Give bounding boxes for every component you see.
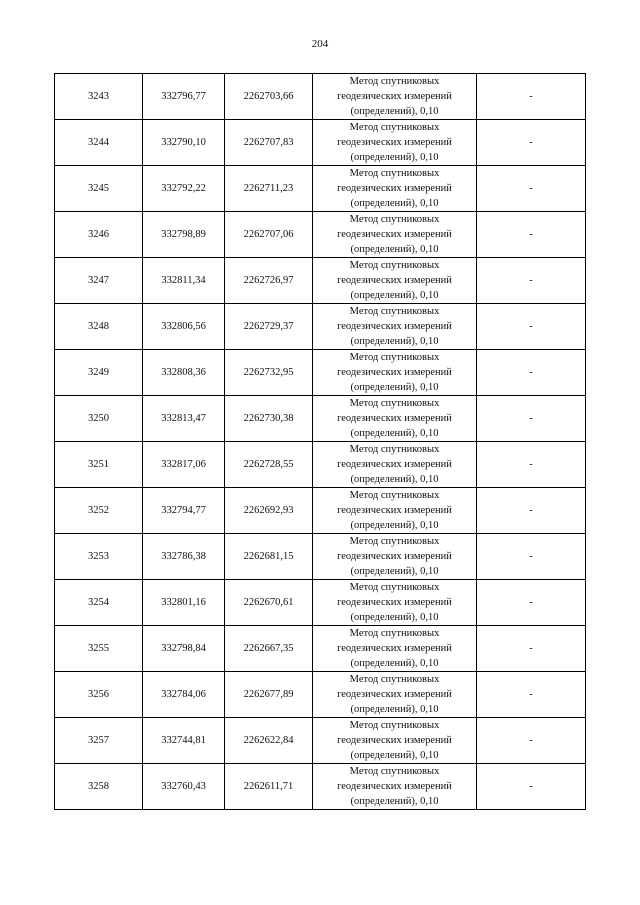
method-text-line: геодезических измерений [337,643,452,654]
table-row [55,350,586,396]
method-text-line: геодезических измерений [337,413,452,424]
method-text-line: геодезических измерений [337,321,452,332]
method-text-line: геодезических измерений [337,137,452,148]
table-row [55,488,586,534]
method-cell [313,488,477,534]
extra-cell: - [477,166,586,212]
extra-cell: - [477,304,586,350]
table-row [55,718,586,764]
method-text-line: геодезических измерений [337,735,452,746]
method-cell [313,718,477,764]
y-coordinate-cell: 2262711,23 [225,166,313,212]
point-number-cell: 3256 [55,672,143,718]
method-text-line: (определений), 0,10 [350,198,439,209]
extra-cell: - [477,396,586,442]
x-coordinate-cell: 332798,89 [143,212,225,258]
method-text-line: (определений), 0,10 [350,566,439,577]
method-cell [313,304,477,350]
table-row [55,534,586,580]
extra-cell: - [477,672,586,718]
x-coordinate-cell: 332798,84 [143,626,225,672]
point-number-cell: 3253 [55,534,143,580]
x-coordinate-cell: 332784,06 [143,672,225,718]
method-text-line: (определений), 0,10 [350,290,439,301]
x-coordinate-cell: 332760,43 [143,764,225,810]
x-coordinate-cell: 332808,36 [143,350,225,396]
method-cell [313,74,477,120]
point-number-cell: 3254 [55,580,143,626]
method-text-line: геодезических измерений [337,781,452,792]
x-coordinate-cell: 332790,10 [143,120,225,166]
method-cell [313,350,477,396]
point-number-cell: 3251 [55,442,143,488]
y-coordinate-cell: 2262692,93 [225,488,313,534]
y-coordinate-cell: 2262730,38 [225,396,313,442]
method-text-line: Метод спутниковых [349,674,440,685]
method-cell [313,258,477,304]
method-text-line: геодезических измерений [337,459,452,470]
extra-cell: - [477,764,586,810]
method-text-line: (определений), 0,10 [350,244,439,255]
x-coordinate-cell: 332786,38 [143,534,225,580]
method-text-line: Метод спутниковых [349,214,440,225]
point-number-cell: 3243 [55,74,143,120]
extra-cell: - [477,488,586,534]
method-text-line: Метод спутниковых [349,398,440,409]
x-coordinate-cell: 332801,16 [143,580,225,626]
table-row [55,626,586,672]
method-cell [313,764,477,810]
method-text-line: (определений), 0,10 [350,520,439,531]
point-number-cell: 3249 [55,350,143,396]
method-text-line: (определений), 0,10 [350,336,439,347]
y-coordinate-cell: 2262732,95 [225,350,313,396]
y-coordinate-cell: 2262703,66 [225,74,313,120]
method-cell [313,442,477,488]
y-coordinate-cell: 2262726,97 [225,258,313,304]
point-number-cell: 3252 [55,488,143,534]
method-text-line: (определений), 0,10 [350,750,439,761]
method-cell [313,626,477,672]
y-coordinate-cell: 2262611,71 [225,764,313,810]
method-text-line: (определений), 0,10 [350,796,439,807]
method-text-line: Метод спутниковых [349,76,440,87]
y-coordinate-cell: 2262681,15 [225,534,313,580]
table-row [55,764,586,810]
method-text-line: Метод спутниковых [349,122,440,133]
extra-cell: - [477,626,586,672]
extra-cell: - [477,442,586,488]
extra-cell: - [477,350,586,396]
extra-cell: - [477,718,586,764]
method-text-line: Метод спутниковых [349,168,440,179]
x-coordinate-cell: 332796,77 [143,74,225,120]
y-coordinate-cell: 2262670,61 [225,580,313,626]
extra-cell: - [477,212,586,258]
method-cell [313,396,477,442]
method-text-line: геодезических измерений [337,91,452,102]
method-text-line: геодезических измерений [337,367,452,378]
method-text-line: геодезических измерений [337,597,452,608]
method-text-line: Метод спутниковых [349,260,440,271]
method-text-line: Метод спутниковых [349,490,440,501]
coordinates-table-body [55,74,586,810]
table-row [55,442,586,488]
y-coordinate-cell: 2262622,84 [225,718,313,764]
method-text-line: (определений), 0,10 [350,106,439,117]
point-number-cell: 3248 [55,304,143,350]
x-coordinate-cell: 332811,34 [143,258,225,304]
extra-cell: - [477,534,586,580]
point-number-cell: 3245 [55,166,143,212]
method-text-line: Метод спутниковых [349,628,440,639]
method-text-line: геодезических измерений [337,275,452,286]
method-text-line: геодезических измерений [337,183,452,194]
extra-cell: - [477,580,586,626]
method-text-line: Метод спутниковых [349,352,440,363]
table-row [55,166,586,212]
method-text-line: Метод спутниковых [349,720,440,731]
point-number-cell: 3257 [55,718,143,764]
method-cell [313,580,477,626]
method-cell [313,672,477,718]
method-text-line: геодезических измерений [337,689,452,700]
point-number-cell: 3246 [55,212,143,258]
coordinates-table [54,73,586,810]
x-coordinate-cell: 332794,77 [143,488,225,534]
table-row [55,74,586,120]
method-text-line: (определений), 0,10 [350,382,439,393]
method-cell [313,120,477,166]
method-text-line: геодезических измерений [337,551,452,562]
extra-cell: - [477,258,586,304]
method-text-line: (определений), 0,10 [350,612,439,623]
table-row [55,304,586,350]
method-text-line: Метод спутниковых [349,306,440,317]
y-coordinate-cell: 2262729,37 [225,304,313,350]
method-text-line: геодезических измерений [337,229,452,240]
method-text-line: Метод спутниковых [349,444,440,455]
method-cell [313,212,477,258]
y-coordinate-cell: 2262677,89 [225,672,313,718]
method-cell [313,166,477,212]
method-text-line: геодезических измерений [337,505,452,516]
point-number-cell: 3258 [55,764,143,810]
method-text-line: Метод спутниковых [349,582,440,593]
x-coordinate-cell: 332817,06 [143,442,225,488]
y-coordinate-cell: 2262728,55 [225,442,313,488]
method-text-line: Метод спутниковых [349,536,440,547]
method-text-line: (определений), 0,10 [350,658,439,669]
method-text-line: (определений), 0,10 [350,428,439,439]
method-text-line: Метод спутниковых [349,766,440,777]
table-row [55,120,586,166]
table-row [55,258,586,304]
x-coordinate-cell: 332806,56 [143,304,225,350]
table-row [55,212,586,258]
table-row [55,580,586,626]
point-number-cell: 3255 [55,626,143,672]
x-coordinate-cell: 332792,22 [143,166,225,212]
point-number-cell: 3247 [55,258,143,304]
y-coordinate-cell: 2262707,06 [225,212,313,258]
table-row [55,396,586,442]
method-text-line: (определений), 0,10 [350,152,439,163]
point-number-cell: 3244 [55,120,143,166]
point-number-cell: 3250 [55,396,143,442]
method-text-line: (определений), 0,10 [350,704,439,715]
y-coordinate-cell: 2262707,83 [225,120,313,166]
method-cell [313,534,477,580]
method-text-line: (определений), 0,10 [350,474,439,485]
extra-cell: - [477,74,586,120]
extra-cell: - [477,120,586,166]
x-coordinate-cell: 332744,81 [143,718,225,764]
page-number: 204 [311,38,329,50]
x-coordinate-cell: 332813,47 [143,396,225,442]
y-coordinate-cell: 2262667,35 [225,626,313,672]
table-row [55,672,586,718]
